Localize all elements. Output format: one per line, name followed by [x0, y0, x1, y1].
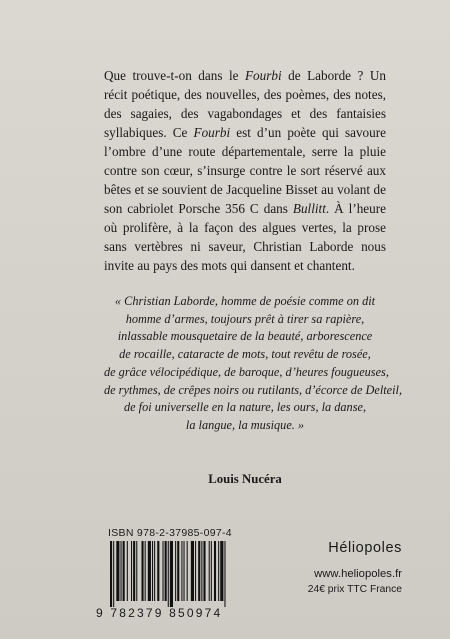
- blurb-segment: . À l’heure où prolifère, à la façon des algues vertes, la prose sans vertèbres ni saveur, Christian Laborde nous invite au pays des mots qui dansent et chantent.: [104, 201, 386, 273]
- barcode-bar: [152, 541, 153, 601]
- barcode-bar: [224, 541, 225, 607]
- price: 24€ prix TTC France: [307, 584, 402, 595]
- quote-author: Louis Nucéra: [208, 472, 282, 486]
- barcode-bar: [113, 541, 114, 607]
- quote-line: de foi universelle en la nature, les ours, la danse,: [123, 400, 367, 415]
- blurb-segment: de Laborde ? Un récit poétique, des nouvelles, des poèmes, des notes, des sagaies, des vagabondages et des fantaisies syllabiques. Ce: [104, 68, 386, 140]
- barcode-bar: [133, 541, 135, 601]
- barcode-bar: [187, 541, 188, 601]
- blurb-paragraph: [104, 66, 386, 275]
- blurb-text: [104, 66, 386, 275]
- barcode-bar: [191, 541, 194, 601]
- barcode-bars: [104, 541, 254, 607]
- barcode-digits: 9 782379 850974: [96, 606, 223, 620]
- quote-line: de grâce vélocipédique, de baroque, d’heures fougueuses,: [104, 364, 389, 379]
- barcode-bar: [214, 541, 216, 601]
- barcode-bar: [127, 541, 128, 601]
- quote-line: inlassable mousquetaire de la beauté, arborescence: [117, 329, 373, 344]
- quote-line: de rythmes, de crêpes noirs ou rutilants, d’écorce de Delteil,: [104, 382, 403, 397]
- barcode-bar: [165, 541, 167, 601]
- blurb-title-italic: Fourbi: [245, 68, 282, 83]
- barcode-bar: [203, 541, 205, 601]
- barcode-bar: [148, 541, 151, 601]
- barcode-bar: [218, 541, 219, 601]
- barcode-bar: [170, 541, 173, 607]
- quote-line: homme d’armes, toujours prêt à tirer sa rapière,: [125, 311, 365, 326]
- barcode-bar: [163, 541, 164, 601]
- barcode-bar: [175, 541, 176, 601]
- barcode-bar: [123, 541, 125, 601]
- barcode-bar: [121, 541, 122, 601]
- barcode-bar: [154, 541, 155, 601]
- barcode-bar: [136, 541, 137, 601]
- barcode-bar: [142, 541, 144, 601]
- barcode-bar: [181, 541, 182, 601]
- barcode-bar: [198, 541, 200, 601]
- barcode-bar: [110, 541, 112, 607]
- barcode-bar: [131, 541, 132, 601]
- barcode-bar: [209, 541, 210, 601]
- barcode-bar: [116, 541, 119, 601]
- quote-line: de rocaille, cataracte de mots, tout revêtu de rosée,: [119, 347, 371, 362]
- barcode-bar: [168, 541, 169, 607]
- review-quote: [104, 293, 403, 435]
- quote-line: la langue, la musique. »: [185, 417, 305, 432]
- publisher-name: Héliopoles: [328, 540, 402, 556]
- barcode-bar: [177, 541, 179, 601]
- barcode-bar: [211, 541, 212, 601]
- barcode-bar: [220, 541, 223, 601]
- barcode-bar: [145, 541, 146, 601]
- isbn-label: ISBN 978-2-37985-097-4: [108, 527, 232, 539]
- blurb-segment: est d’un poète qui savoure l’ombre d’une route départementale, serre la pluie contre son cœur, s’insurge contre le sort réservé aux bêtes et se souvient de Jacqueline Bisset au volant de son cabriolet Porsche 356 C dans: [104, 125, 386, 216]
- blurb-title-italic: Fourbi: [193, 125, 231, 140]
- barcode-bar: [195, 541, 196, 601]
- publisher-website: www.heliopoles.fr: [314, 568, 402, 580]
- blurb-segment: Que trouve-t-on dans le: [104, 68, 245, 83]
- barcode-bar: [184, 541, 185, 601]
- barcode-bar: [157, 541, 159, 601]
- barcode-bar: [201, 541, 202, 601]
- blurb-film-italic: Bullitt: [292, 201, 326, 216]
- quote-line: « Christian Laborde, homme de poésie comme on dit: [114, 294, 376, 308]
